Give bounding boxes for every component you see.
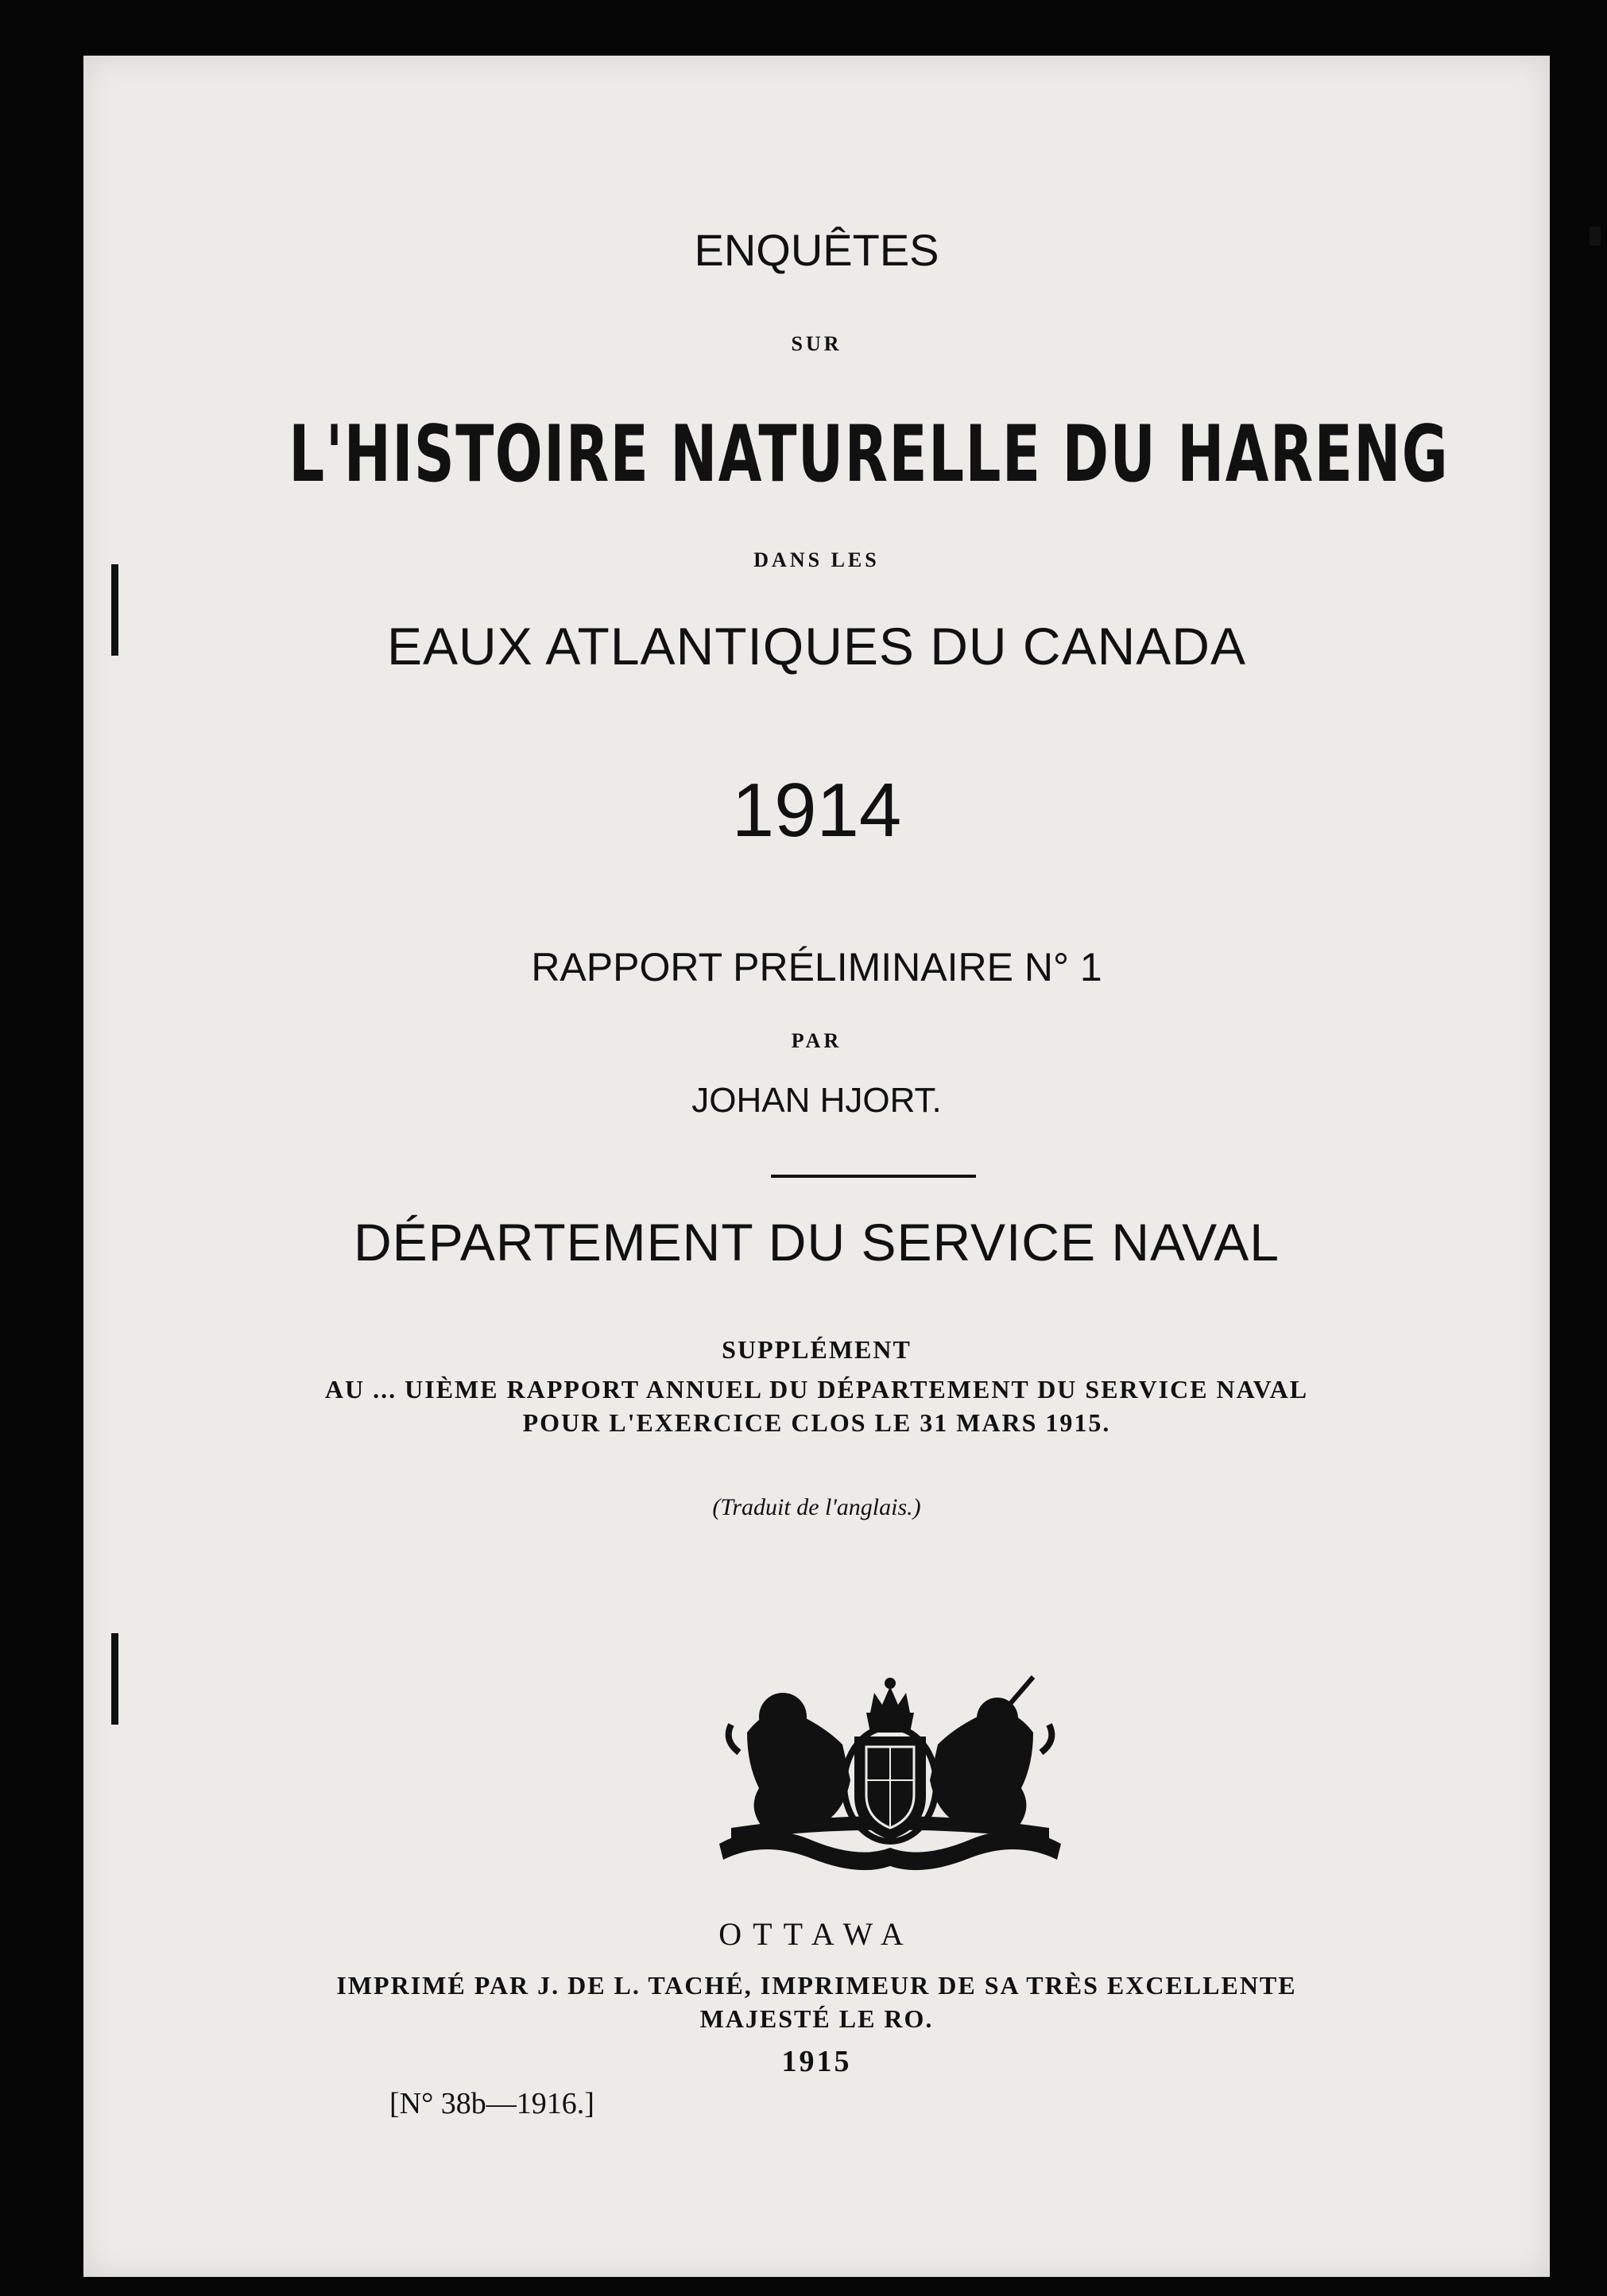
margin-mark-top [111, 564, 118, 656]
main-title: L'HISTOIRE NATURELLE DU HARENG [288, 409, 1450, 500]
author: JOHAN HJORT. [691, 1081, 942, 1120]
supplement-line-2: POUR L'EXERCICE CLOS LE 31 MARS 1915. [522, 1408, 1111, 1437]
document-number: [N° 38b—1916.] [389, 2087, 594, 2120]
margin-mark-bottom [111, 1633, 118, 1725]
connector-par: PAR [791, 1029, 842, 1052]
supplement-label: SUPPLÉMENT [722, 1335, 912, 1364]
department: DÉPARTEMENT DU SERVICE NAVAL [354, 1213, 1280, 1272]
heading: ENQUÊTES [694, 225, 939, 275]
document-page [83, 56, 1550, 2277]
printer-line-2: MAJESTÉ LE RO. [699, 2004, 934, 2033]
divider [771, 1175, 976, 1178]
report-year: 1914 [731, 768, 902, 853]
subtitle: EAUX ATLANTIQUES DU CANADA [386, 617, 1246, 676]
connector-sur: SUR [791, 332, 842, 355]
royal-coat-of-arms-icon [715, 1669, 1065, 1891]
edge-mark [1590, 227, 1601, 246]
printer-line-1: IMPRIMÉ PAR J. DE L. TACHÉ, IMPRIMEUR DE SA TRÈS EXCELLENTE [336, 1971, 1297, 2000]
connector-dans-les: DANS LES [753, 548, 880, 571]
translation-note: (Traduit de l'anglais.) [712, 1494, 921, 1520]
print-year: 1915 [781, 2045, 852, 2078]
supplement-line-1: AU ... UIÈME RAPPORT ANNUEL DU DÉPARTEMENT DU SERVICE NAVAL [324, 1375, 1309, 1404]
city: OTTAWA [718, 1916, 915, 1952]
report-title: RAPPORT PRÉLIMINAIRE N° 1 [531, 945, 1102, 989]
